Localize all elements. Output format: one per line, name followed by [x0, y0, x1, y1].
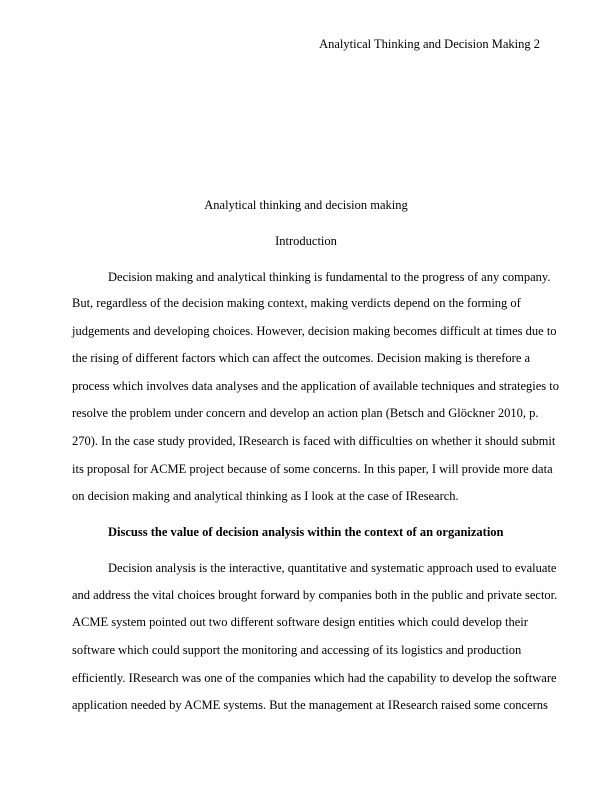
section-heading: Discuss the value of decision analysis within the context of an organization [108, 525, 504, 539]
paragraph-line: and address the vital choices brought forward by companies both in the public and private sector. [72, 588, 558, 602]
running-head: Analytical Thinking and Decision Making 2 [319, 37, 540, 51]
intro-heading: Introduction [275, 234, 337, 248]
paragraph-line: resolve the problem under concern and develop an action plan (Betsch and Glöckner 2010, p. [72, 406, 539, 420]
paragraph-line: But, regardless of the decision making context, making verdicts depend on the forming of [72, 296, 521, 310]
paragraph-line: process which involves data analyses and the application of available techniques and strategies to [72, 379, 559, 393]
paragraph-line: ACME system pointed out two different software design entities which could develop their [72, 615, 528, 629]
paragraph-line: Decision analysis is the interactive, quantitative and systematic approach used to evaluate [108, 561, 557, 575]
paragraph-line: application needed by ACME systems. But the management at IResearch raised some concerns [72, 698, 548, 712]
paragraph-line: the rising of different factors which can affect the outcomes. Decision making is therefore a [72, 351, 531, 365]
paragraph-line: its proposal for ACME project because of some concerns. In this paper, I will provide more data [72, 462, 553, 476]
paragraph-line: efficiently. IResearch was one of the companies which had the capability to develop the software [72, 671, 557, 685]
paper-title: Analytical thinking and decision making [204, 198, 408, 212]
paragraph-line: on decision making and analytical thinking as I look at the case of IResearch. [72, 489, 459, 503]
paragraph-line: software which could support the monitoring and accessing of its logistics and production [72, 643, 522, 657]
paragraph-line: judgements and developing choices. However, decision making becomes difficult at times due to [72, 324, 557, 338]
paragraph-line: 270). In the case study provided, IResearch is faced with difficulties on whether it should submit [72, 434, 556, 448]
paragraph-line: Decision making and analytical thinking is fundamental to the progress of any company. [108, 270, 551, 284]
